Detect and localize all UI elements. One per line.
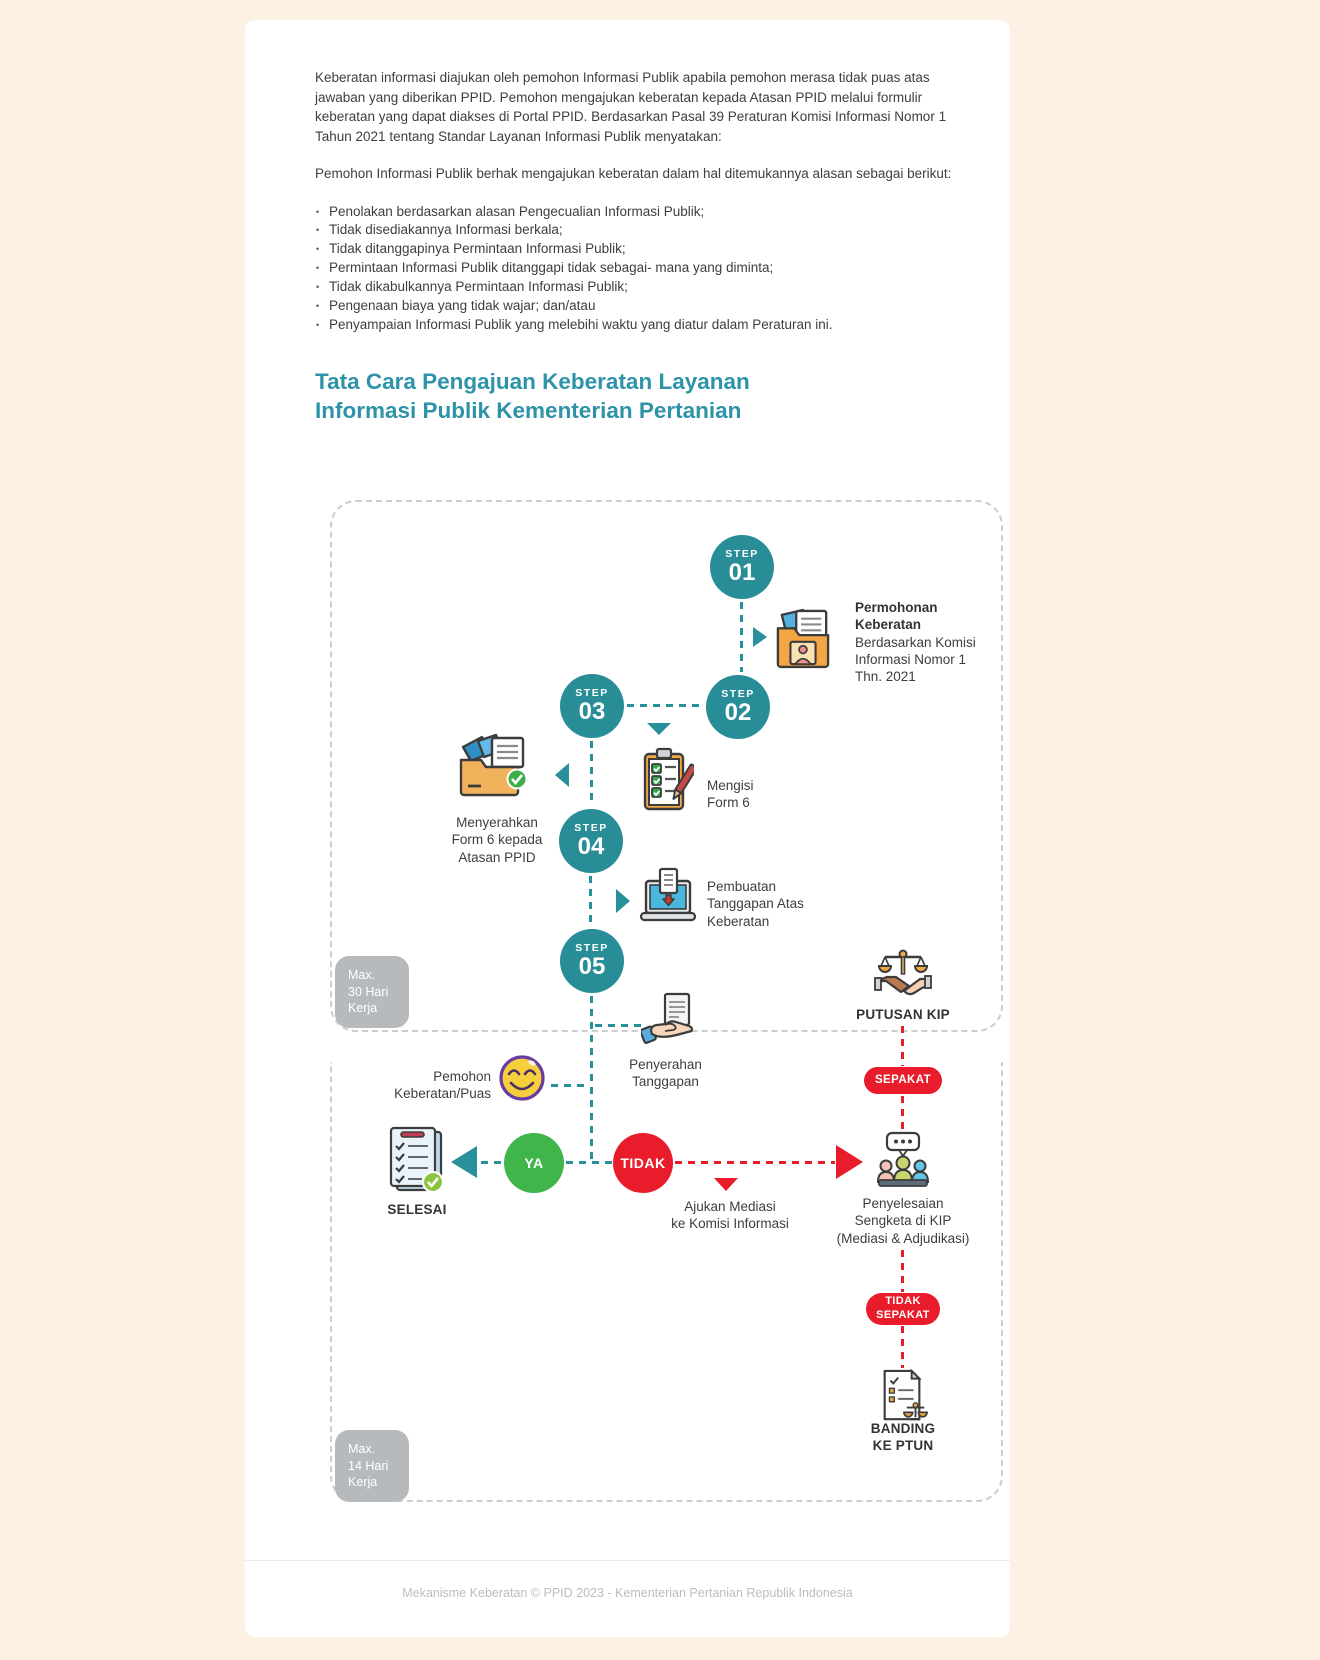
step-02-node xyxy=(706,675,770,739)
ajukan-mediasi-label xyxy=(660,1198,800,1233)
connector-step5-decision xyxy=(590,996,593,1162)
pembuatan-tanggapan-label xyxy=(707,878,804,930)
label-line: Form 6 xyxy=(707,795,750,811)
decision-no-node xyxy=(613,1133,673,1193)
label-line: Keberatan/Puas xyxy=(394,1086,491,1102)
penyerahan-tanggapan-label xyxy=(613,1056,718,1091)
tidak-sepakat-badge xyxy=(866,1293,940,1325)
penyelesaian-sengketa-label xyxy=(833,1195,973,1247)
intro-paragraph-1: Keberatan informasi diajukan oleh pemohon Informasi Publik apabila pemohon merasa tidak puas atas jawaban yang diberikan PPID. Pemohon mengajukan keberatan kepada Atasan PPID melalui formulir keberatan yang dapat diakses di Portal PPID. Berdasarkan Pasal 39 Peraturan Komisi Informasi Nomor 1 Tahun 2021 tentang Standar Layanan Informasi Publik menyatakan: xyxy=(315,70,947,145)
arrow-right-icon xyxy=(836,1145,863,1179)
smiley-face-icon xyxy=(497,1053,547,1103)
connector-step3-step4 xyxy=(590,741,593,806)
footer-text: Mekanisme Keberatan © PPID 2023 - Kementerian Pertanian Republik Indonesia xyxy=(402,1586,853,1600)
document-card xyxy=(245,20,1010,1637)
laptop-document-icon xyxy=(637,865,699,927)
arrow-right-icon xyxy=(616,889,630,913)
connector-putusan-sepakat xyxy=(901,1026,904,1066)
label-line: Penyerahan xyxy=(629,1057,702,1072)
arrow-left-icon xyxy=(555,763,569,787)
arrow-down-icon xyxy=(714,1178,738,1191)
step-number: 01 xyxy=(728,558,756,586)
step-number: 02 xyxy=(724,698,752,726)
max-30-line: Kerja xyxy=(348,1001,378,1015)
label-line: ke Komisi Informasi xyxy=(671,1216,789,1232)
scales-handshake-icon xyxy=(874,948,932,1004)
list-item: • Tidak ditanggapinya Permintaan Informasi Publik; xyxy=(315,240,970,259)
step-number: 04 xyxy=(577,832,605,860)
folder-check-icon xyxy=(455,730,535,802)
mengisi-form-label xyxy=(707,777,754,812)
connector-penyelesaian-tidaksepakat xyxy=(901,1250,904,1292)
page-title: Tata Cara Pengajuan Keberatan Layanan Informasi Publik Kementerian Pertanian xyxy=(315,368,750,423)
reasons-list xyxy=(315,203,970,335)
step-03-node xyxy=(560,674,624,738)
step-04-node xyxy=(559,809,623,873)
label-line: KE PTUN xyxy=(872,1438,934,1454)
clipboard-checklist-icon xyxy=(640,746,694,812)
label-line: Informasi Nomor 1 xyxy=(855,651,967,667)
max-30-line: 30 Hari xyxy=(348,984,389,999)
list-item: • Pengenaan biaya yang tidak wajar; dan/atau xyxy=(315,297,970,316)
label-line: Form 6 kepada xyxy=(451,832,543,848)
step-word: STEP xyxy=(574,822,608,835)
permohonan-keberatan-label xyxy=(855,599,985,685)
label-line: Atasan PPID xyxy=(458,849,536,865)
label-line: Pemohon xyxy=(433,1069,491,1084)
label-line: Keberatan xyxy=(855,617,922,633)
decision-yes-node xyxy=(504,1133,564,1193)
connector-ya-selesai xyxy=(481,1161,502,1164)
label-line: Tanggapan Atas xyxy=(707,896,804,912)
step-word: STEP xyxy=(575,942,609,955)
list-item: • Penolakan berdasarkan alasan Pengecualian Informasi Publik; xyxy=(315,203,970,222)
label-line: SELESAI xyxy=(387,1202,447,1217)
connector-step2-step3 xyxy=(627,704,703,707)
sepakat-label: SEPAKAT xyxy=(874,1074,932,1087)
folder-documents-icon xyxy=(775,605,831,671)
max-30-days-badge xyxy=(335,956,409,1028)
label-line: Menyerahkan xyxy=(456,815,538,830)
hand-document-icon xyxy=(641,992,697,1046)
step-number: 03 xyxy=(578,697,606,725)
label-line: Berdasarkan Komisi xyxy=(855,634,976,650)
label-line: Thn. 2021 xyxy=(855,669,916,685)
list-item: • Tidak disediakannya Informasi berkala; xyxy=(315,221,970,240)
max-30-line: Max. xyxy=(348,968,376,982)
connector-to-penyerahan xyxy=(595,1024,641,1027)
list-item: • Penyampaian Informasi Publik yang melebihi waktu yang diatur dalam Peraturan ini. xyxy=(315,316,970,335)
tidak-sepakat-line: SEPAKAT xyxy=(876,1309,930,1321)
max-14-line: Kerja xyxy=(348,1475,378,1489)
connector-tidak-penyelesaian xyxy=(675,1161,835,1164)
label-line: Ajukan Mediasi xyxy=(684,1199,776,1214)
footer-divider xyxy=(245,1560,1010,1561)
banding-ptun-label xyxy=(858,1420,948,1455)
intro-section xyxy=(315,68,970,425)
label-line: Tanggapan xyxy=(632,1074,699,1090)
step-01-node xyxy=(710,535,774,599)
label-line: BANDING xyxy=(870,1421,936,1436)
step-word: STEP xyxy=(575,687,609,700)
label-line: Pembuatan xyxy=(707,879,777,894)
putusan-kip-label xyxy=(850,1006,956,1023)
tidak-sepakat-line: TIDAK xyxy=(885,1295,921,1308)
label-line: Permohonan xyxy=(855,600,938,615)
step-05-node xyxy=(560,929,624,993)
list-item: • Tidak dikabulkannya Permintaan Informasi Publik; xyxy=(315,278,970,297)
list-item: • Permintaan Informasi Publik ditanggapi tidak sebagai- mana yang diminta; xyxy=(315,259,970,278)
yes-label: YA xyxy=(524,1155,544,1171)
sepakat-badge xyxy=(864,1067,942,1094)
label-line: (Mediasi & Adjudikasi) xyxy=(836,1230,970,1246)
connector-tidaksepakat-banding xyxy=(901,1326,904,1368)
step-number: 05 xyxy=(578,952,606,980)
max-14-line: Max. xyxy=(348,1442,376,1456)
label-line: PUTUSAN KIP xyxy=(856,1007,950,1022)
connector-step4-step5 xyxy=(589,876,592,926)
appeal-document-icon xyxy=(875,1367,929,1425)
label-line: Sengketa di KIP xyxy=(854,1213,952,1229)
completed-checklist-icon xyxy=(385,1126,447,1196)
max-14-line: 14 Hari xyxy=(348,1458,389,1473)
arrow-left-icon xyxy=(451,1146,477,1178)
arrow-right-icon xyxy=(753,627,767,647)
label-line: Keberatan xyxy=(707,913,770,929)
step-word: STEP xyxy=(725,548,759,561)
connector-sepakat-penyelesaian xyxy=(901,1096,904,1132)
connector-smiley-spine xyxy=(551,1084,589,1087)
mediation-meeting-icon xyxy=(873,1131,933,1191)
connector-step1-step2 xyxy=(740,602,743,672)
max-14-days-badge xyxy=(335,1430,409,1502)
label-line: Mengisi xyxy=(707,778,754,793)
step-word: STEP xyxy=(721,688,755,701)
no-label: TIDAK xyxy=(620,1155,666,1171)
pemohon-puas-label xyxy=(353,1068,491,1103)
menyerahkan-form-label xyxy=(437,814,557,866)
intro-paragraph-2: Pemohon Informasi Publik berhak mengajukan keberatan dalam hal ditemukannya alasan sebagai berikut: xyxy=(315,165,952,181)
connector-ya-tidak xyxy=(566,1161,612,1164)
selesai-label xyxy=(378,1201,456,1218)
arrow-down-icon xyxy=(647,723,671,735)
label-line: Penyelesaian xyxy=(862,1196,944,1211)
